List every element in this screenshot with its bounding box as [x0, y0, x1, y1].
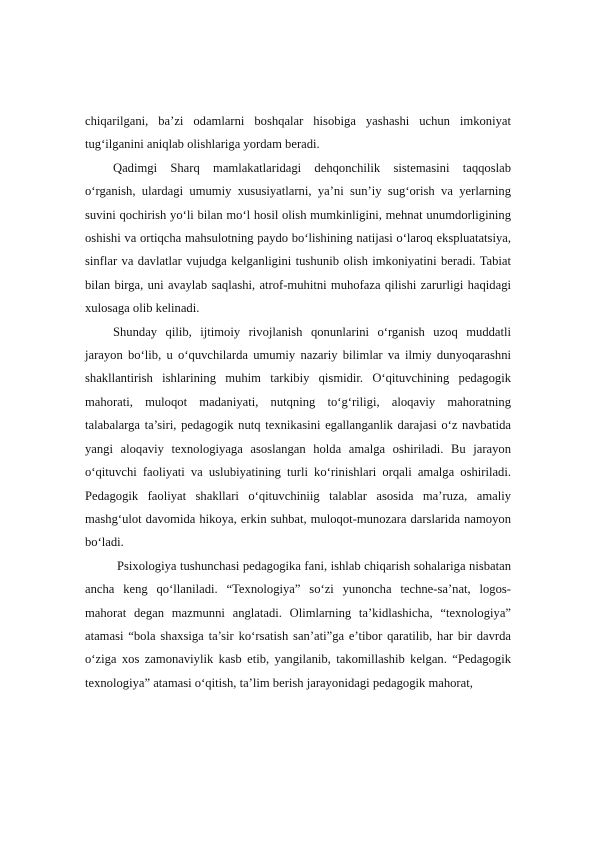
document-page — [85, 110, 511, 695]
paragraph-psixologiya: Psixologiya tushunchasi pedagogika fani, ishlab chiqarish sohalariga nisbatan ancha keng qo‘llaniladi. “Texnologiya” so‘zi yunoncha techne-sa’nat, logos-mahorat degan mazmunni anglatadi. Olimlarning ta’kidlashicha, “texnologiya” atamasi “bola shaxsiga ta’sir ko‘rsatish san’ati”ga e’tibor qaratilib, har bir davrda o‘ziga xos zamonaviylik kasb etib, yangilanib, takomillashib kelgan. “Pedagogik texnologiya” atamasi o‘qitish, ta’lim berish jarayonidagi pedagogik mahorat, — [85, 558, 511, 690]
paragraph-shunday-qilib: Shunday qilib, ijtimoiy rivojlanish qonunlarini o‘rganish uzoq muddatli jarayon bo‘lib, u o‘quvchilarda umumiy nazariy bilimlar va ilmiy dunyoqarashni shakllantirish ishlarining muhim tarkibiy qismidir. O‘qituvchining pedagogik mahorati, muloqot madaniyati, nutqning to‘g‘riligi, aloqaviy mahoratning talabalarga ta’siri, pedagogik nutq texnikasini egallanganlik darajasi o‘z navbatida yangi aloqaviy texnologiyaga asoslangan holda amalga oshiriladi. Bu jarayon o‘qituvchi faoliyati va uslubiyatining turli ko‘rinishlari orqali amalga oshiriladi. Pedagogik faoliyat shakllari o‘qituvchiniig talablar asosida ma’ruza, amaliy mashg‘ulot davomida hikoya, erkin suhbat, muloqot-munozara darslarida namoyon bo‘ladi. — [85, 324, 511, 550]
paragraph-continuation: chiqarilgani, ba’zi odamlarni boshqalar hisobiga yashashi uchun imkoniyat tug‘ilganini aniqlab olishlariga yordam beradi. — [85, 114, 511, 152]
paragraph-qadimgi-sharq: Qadimgi Sharq mamlakatlaridagi dehqonchilik sistemasini taqqoslab o‘rganish, ulardagi umumiy xususiyatlarni, ya’ni sun’iy sug‘orish va yerlarning suvini qochirish yo‘li bilan mo‘l hosil olish mumkinligini, mehnat unumdorligining oshishi va ortiqcha mahsulotning paydo bo‘lishining natijasi o‘laroq ekspluatatsiya, sinflar va davlatlar vujudga kelganligini tushunib olish imkoniyatini beradi. Tabiat bilan birga, uni avaylab saqlashi, atrof-muhitni muhofaza qilishi zarurligi haqidagi xulosaga olib kelinadi. — [85, 160, 511, 316]
